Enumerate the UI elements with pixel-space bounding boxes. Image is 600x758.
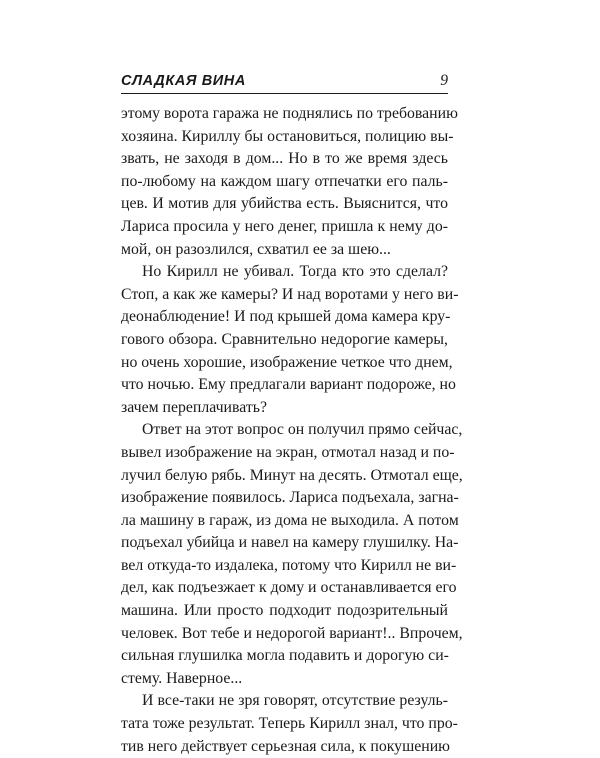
text-line: дел, как подъезжает к дому и останавливается его	[121, 579, 457, 597]
text-line: ла машину в гараж, из дома не выходила. А потом	[121, 511, 459, 529]
text-line: подъехал убийца и навел на камеру глушилку. На-	[121, 534, 459, 552]
text-line: звать, не заходя в дом... Но в то же время здесь	[121, 150, 448, 168]
text-line: что ночью. Ему предлагали вариант подороже, но	[121, 376, 456, 394]
book-title: СЛАДКАЯ ВИНА	[121, 73, 246, 89]
text-line: мой, он разозлился, схватил ее за шею...	[121, 240, 391, 258]
text-line: хозяина. Кириллу бы остановиться, полицию вы-	[121, 127, 454, 145]
running-header	[121, 71, 448, 93]
text-line: но очень хорошие, изображение четкое что днем,	[121, 353, 453, 371]
text-line: по-любому на каждом шагу отпечатки его паль-	[121, 172, 448, 190]
text-line: машина. Или просто подходит подозрительный	[121, 602, 448, 620]
header-rule	[121, 93, 448, 94]
text-line: вел откуда-то издалека, потому что Кирилл не ви-	[121, 556, 457, 574]
text-line: И все-таки не зря говорят, отсутствие резуль-	[142, 692, 448, 710]
text-line: зачем переплачивать?	[121, 398, 267, 416]
text-line: Лариса просила у него денег, пришла к нему до-	[121, 217, 448, 235]
text-line: Но Кирилл не убивал. Тогда кто это сделал?	[142, 263, 448, 281]
text-line: лучил белую рябь. Минут на десять. Отмотал еще,	[121, 466, 463, 484]
text-line: деонаблюдение! И под крышей дома камера кру-	[121, 308, 451, 326]
body-text	[121, 103, 463, 758]
text-line: тата тоже результат. Теперь Кирилл знал, что про-	[121, 715, 458, 733]
text-line: вывел изображение на экран, отмотал назад и по-	[121, 443, 455, 461]
text-line: стему. Наверное...	[121, 669, 243, 687]
text-line: цев. И мотив для убийства есть. Выяснится, что	[121, 195, 448, 213]
text-line: Стоп, а как же камеры? И над воротами у него ви-	[121, 285, 459, 303]
text-line: этому ворота гаража не поднялись по требованию	[121, 105, 458, 122]
page-number: 9	[440, 72, 448, 89]
text-line: тив него действует серьезная сила, к покушению	[121, 737, 450, 755]
text-line: Ответ на этот вопрос он получил прямо сейчас,	[142, 421, 463, 439]
text-line: человек. Вот тебе и недорогой вариант!.. Впрочем,	[121, 624, 463, 642]
text-line: гового обзора. Сравнительно недорогие камеры,	[121, 330, 448, 348]
text-line: изображение появилось. Лариса подъехала, загна-	[121, 489, 459, 507]
text-line: сильная глушилка могла подавить и дорогую си-	[121, 647, 449, 665]
